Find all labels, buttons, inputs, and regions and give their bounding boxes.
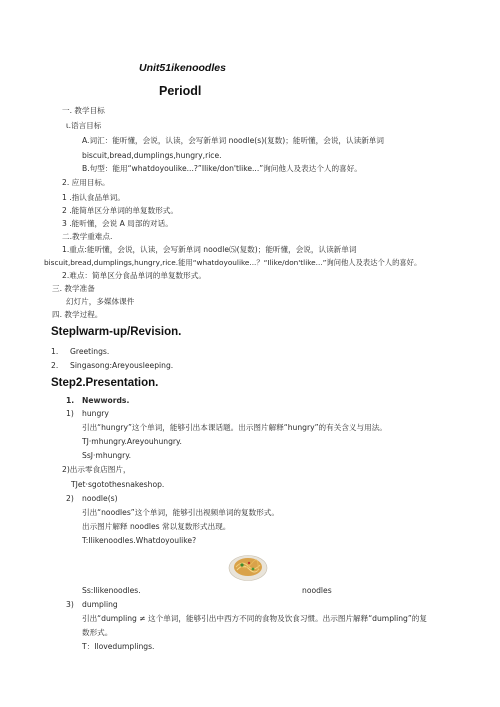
step2-heading: Step2.Presentation. [51,377,159,389]
word-1-line-3: SsJ·mhungry. [82,451,132,460]
word-2-text: noodle(s) [82,494,118,503]
application-objectives: 2. 应用目标。 [62,178,110,187]
app-item-3: 3 .能听懂，会说 A 局部的对话。 [62,219,173,228]
step1-item-2-num: 2. [51,361,59,370]
step1-item-1-text: Greetings. [70,347,110,356]
key-point-cont: biscuit,bread,dumplings,hungry,rice.能用“whatdoyoulike...？“Ilike/don'tlike...”询问他人及表达个人的喜好。 [44,258,422,267]
word-3-text: dumpling [82,600,118,609]
sentence-objective: B.句型：能用“whatdoyoulike...?”Ilike/don'tlike...”询问他人及表达个人的喜好。 [82,164,362,173]
vocab-words: biscuit,bread,dumplings,hungry,rice. [82,151,222,160]
period-title: Periodl [159,84,202,98]
language-objectives: ι.语言目标 [66,121,102,130]
step1-item-1-num: 1. [51,347,59,356]
word-3-line-3: T：Ilovedumplings. [82,642,155,651]
section-preparation: 三. 教学准备 [52,284,95,293]
word-1-line-2: TJ·mhungry.Areyouhungry. [82,437,182,446]
step1-heading: Steplwarm-up/Revision. [51,326,182,338]
word-2-line-1: 引出“noodles”这个单词，能够引出视频单词的复数形式。 [82,508,279,517]
newwords-num: 1. [66,396,75,405]
unit-title: Unit51ikenoodles [139,62,226,74]
app-item-2: 2 .能简单区分单词的单复数形式。 [62,206,178,215]
app-item-1: 1 .指认食品单词。 [62,193,125,202]
word-3-line-1: 引出“dumpling ≠ 这个单词，能够引出中西方不同的食物及饮食习惯。出示图片解释“dumpling”的复 [82,614,427,623]
word-2-num: 2) [66,494,74,503]
word-2-line-2: 出示图片解释 noodles 常以复数形式出现。 [82,522,231,531]
section-procedure: 四. 教学过程。 [52,310,103,319]
snack-shop-line: TJet·sgotothesnakeshop. [71,480,165,489]
word-2-line-3: T:Ilikenoodles.Whatdoyoulike? [82,536,197,545]
noodles-caption: noodles [302,586,332,595]
word-3-num: 3) [66,600,74,609]
word-1-text: hungry [82,409,109,418]
difficult-point: 2.难点：简单区分食品单词的单复数形式。 [62,271,206,280]
snack-shop-note: 2)出示零食店图片， [62,465,131,474]
step1-item-2-text: Singasong:Areyousleeping. [70,361,174,370]
word-3-line-2: 数形式。 [82,628,113,637]
preparation-items: 幻灯片，多媒体课件 [66,297,135,306]
newwords-label: Newwords. [82,396,130,405]
noodles-picture [228,552,268,582]
section-key-points: 二.教学重难点. [62,232,113,241]
word-1-num: 1) [66,409,74,418]
key-point: 1.重点:能听懂，会说，认读，会写新单词 noodle⑸(复数)；能听懂，会说，认读新单词 [62,245,357,254]
vocab-objective: A.词汇：能听懂，会说，认读，会写新单词 noodle(s)(复数)；能听懂，会说，认读新单词 [82,136,384,145]
section-objectives: 一. 教学目标 [62,106,105,115]
students-response: Ss:Ilikenoodles. [82,586,141,595]
word-1-line-1: 引出“hungry”这个单词，能够引出本课话题。出示图片解释“hungry”的有关含义与用法。 [82,423,387,432]
